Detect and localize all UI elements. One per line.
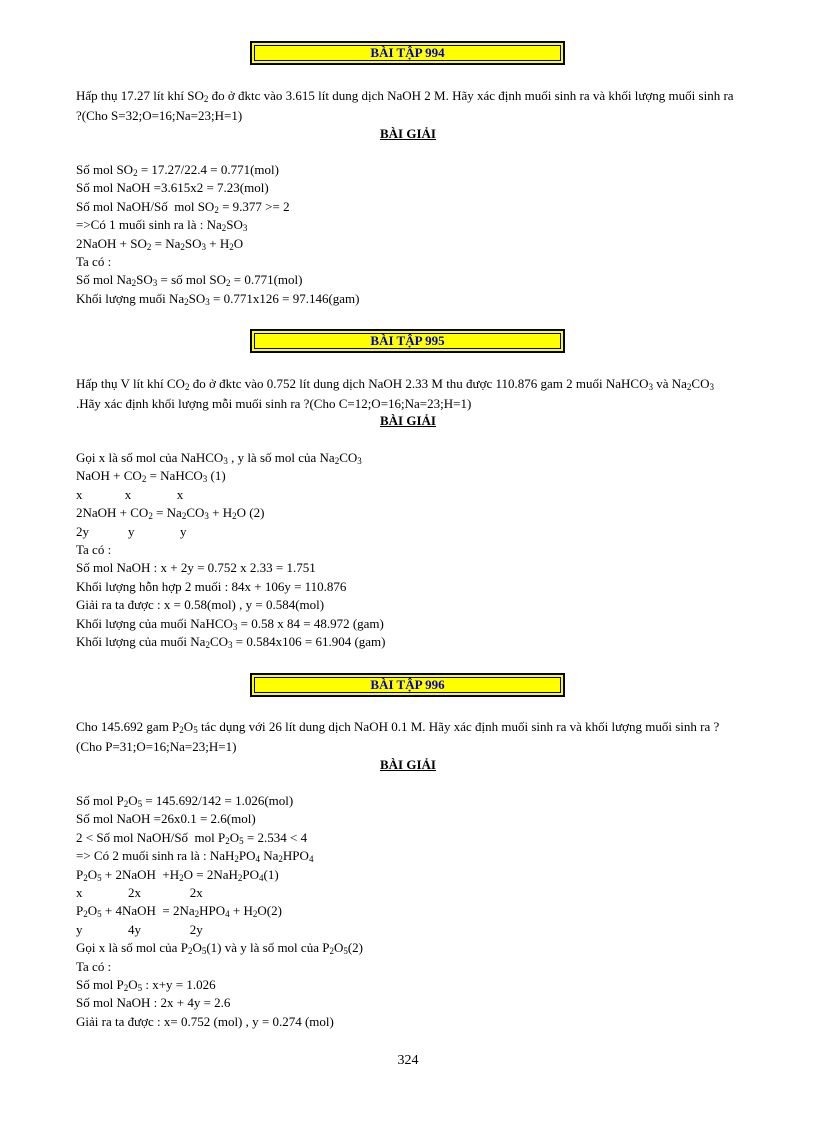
solution-line: Số mol NaOH : 2x + 4y = 2.6 [76, 995, 231, 1011]
solution-line: Số mol $P_2O_5 = 145.692/142 = 1.026(mol)$ [76, 793, 294, 809]
solution-line: y 4y 2y [76, 921, 203, 937]
solution-line: =>Có 1 muối sinh ra là : $Na_2SO_3$ [76, 217, 248, 234]
exercise-header-995: BÀI TẬP 995 [250, 329, 565, 353]
solution-title-994: BÀI GIẢI [380, 126, 436, 141]
solution-line: Số mol NaOH =3.615x2 = 7.23(mol) [76, 180, 269, 196]
solution-line: Khối lượng muối $Na_2SO_3 = 0.771x126 = 97.146(gam)$ [76, 290, 360, 307]
solution-line: 2NaOH + $SO_2 = Na_2SO_3 + H_2O$ [76, 235, 244, 252]
solution-line: $P_2O_5$ + 2NaOH $+H_2O = 2NaH_2PO_4(1)$ [76, 866, 279, 883]
solution-994 [76, 161, 736, 308]
solution-title-996: BÀI GIẢI [380, 757, 436, 772]
solution-line: Số mol $SO_2 = 17.27/22.4 = 0.771(mol)$ [76, 162, 279, 178]
solution-line: 2 < Số mol NaOH/Số mol $P_2O_5 = 2.534 < 4$ [76, 829, 308, 846]
solution-line: 2NaOH + $CO_2 = Na_2CO_3 + H_2O$ (2) [76, 505, 265, 522]
solution-line: Khối lượng của muối NaHCO$_3$ = 0.58 x 84 = 48.972 (gam) [76, 615, 384, 632]
exercise-header-996: BÀI TẬP 996 [250, 673, 565, 697]
solution-line: Số mol NaOH : x + 2y = 0.752 x 2.33 = 1.751 [76, 560, 316, 576]
problem-text-996: Cho 145.692 gam $P_2O_5$ tác dụng với 26 lít dung dịch NaOH 0.1 M. Hãy xác định muối sinh ra và khối lượng muối sinh ra ?(Cho P=31;O=16;Na=23;H=1) [76, 719, 720, 754]
solution-line: Số mol $Na_2SO_3$ = số mol $SO_2 = 0.771(mol)$ [76, 272, 303, 289]
solution-line: Gọi x là số mol của NaHCO$_3$ , y là số mol của $Na_2CO_3$ [76, 450, 362, 466]
page-number: 324 [397, 1053, 419, 1068]
solution-line: Số mol NaOH =26x0.1 = 2.6(mol) [76, 811, 256, 827]
solution-996 [76, 792, 736, 1031]
solution-line: Số mol NaOH/Số mol $SO_2 = 9.377 >= 2$ [76, 198, 290, 215]
solution-line: x 2x 2x [76, 884, 203, 900]
solution-line: $P_2O_5$ + 4NaOH = $2Na_2HPO_4 + H_2O(2)$ [76, 903, 282, 920]
solution-line: Số mol $P_2O_5$ : x+y = 1.026 [76, 976, 216, 993]
solution-995 [76, 449, 736, 651]
exercise-header-994: BÀI TẬP 994 [250, 41, 565, 65]
solution-line: Ta có : [76, 958, 112, 974]
solution-line: Khối lượng hỗn hợp 2 muối : 84x + 106y = 110.876 [76, 578, 347, 594]
solution-title-995: BÀI GIẢI [380, 413, 436, 428]
solution-line: Gọi x là số mol của $P_2O_5(1)$ và y là số mol của $P_2O_5(2)$ [76, 940, 364, 957]
solution-line: Ta có : [76, 541, 112, 557]
problem-text-995: Hấp thụ V lít khí $CO_2$ đo ở đktc vào 0.752 lít dung dịch NaOH 2.33 M thu được 110.876 gam 2 muối NaHCO$_3$ và $Na_2CO_3$ .Hãy xác định khối lượng mỗi muối sinh ra ?(Cho C=12;O=16;Na=23;H=1) [76, 376, 714, 411]
solution-line: Giải ra ta được : x = 0.58(mol) , y = 0.584(mol) [76, 597, 325, 613]
solution-line: 2y y y [76, 523, 187, 539]
solution-line: Ta có : [76, 253, 112, 269]
solution-line: x x x [76, 486, 184, 502]
solution-line: NaOH + $CO_2$ = NaHCO$_3$ (1) [76, 468, 226, 485]
solution-line: Khối lượng của muối $Na_2CO_3 = 0.584x106 = 61.904$ (gam) [76, 633, 386, 650]
problem-text-994: Hấp thụ 17.27 lít khí $SO_2$ đo ở đktc vào 3.615 lít dung dịch NaOH 2 M. Hãy xác định muối sinh ra và khối lượng muối sinh ra ?(Cho S=32;O=16;Na=23;H=1) [76, 88, 734, 123]
solution-line: Giải ra ta được : x= 0.752 (mol) , y = 0.274 (mol) [76, 1013, 334, 1029]
solution-line: => Có 2 muối sinh ra là : $NaH_2PO_4$ $Na_2HPO_4$ [76, 848, 314, 865]
